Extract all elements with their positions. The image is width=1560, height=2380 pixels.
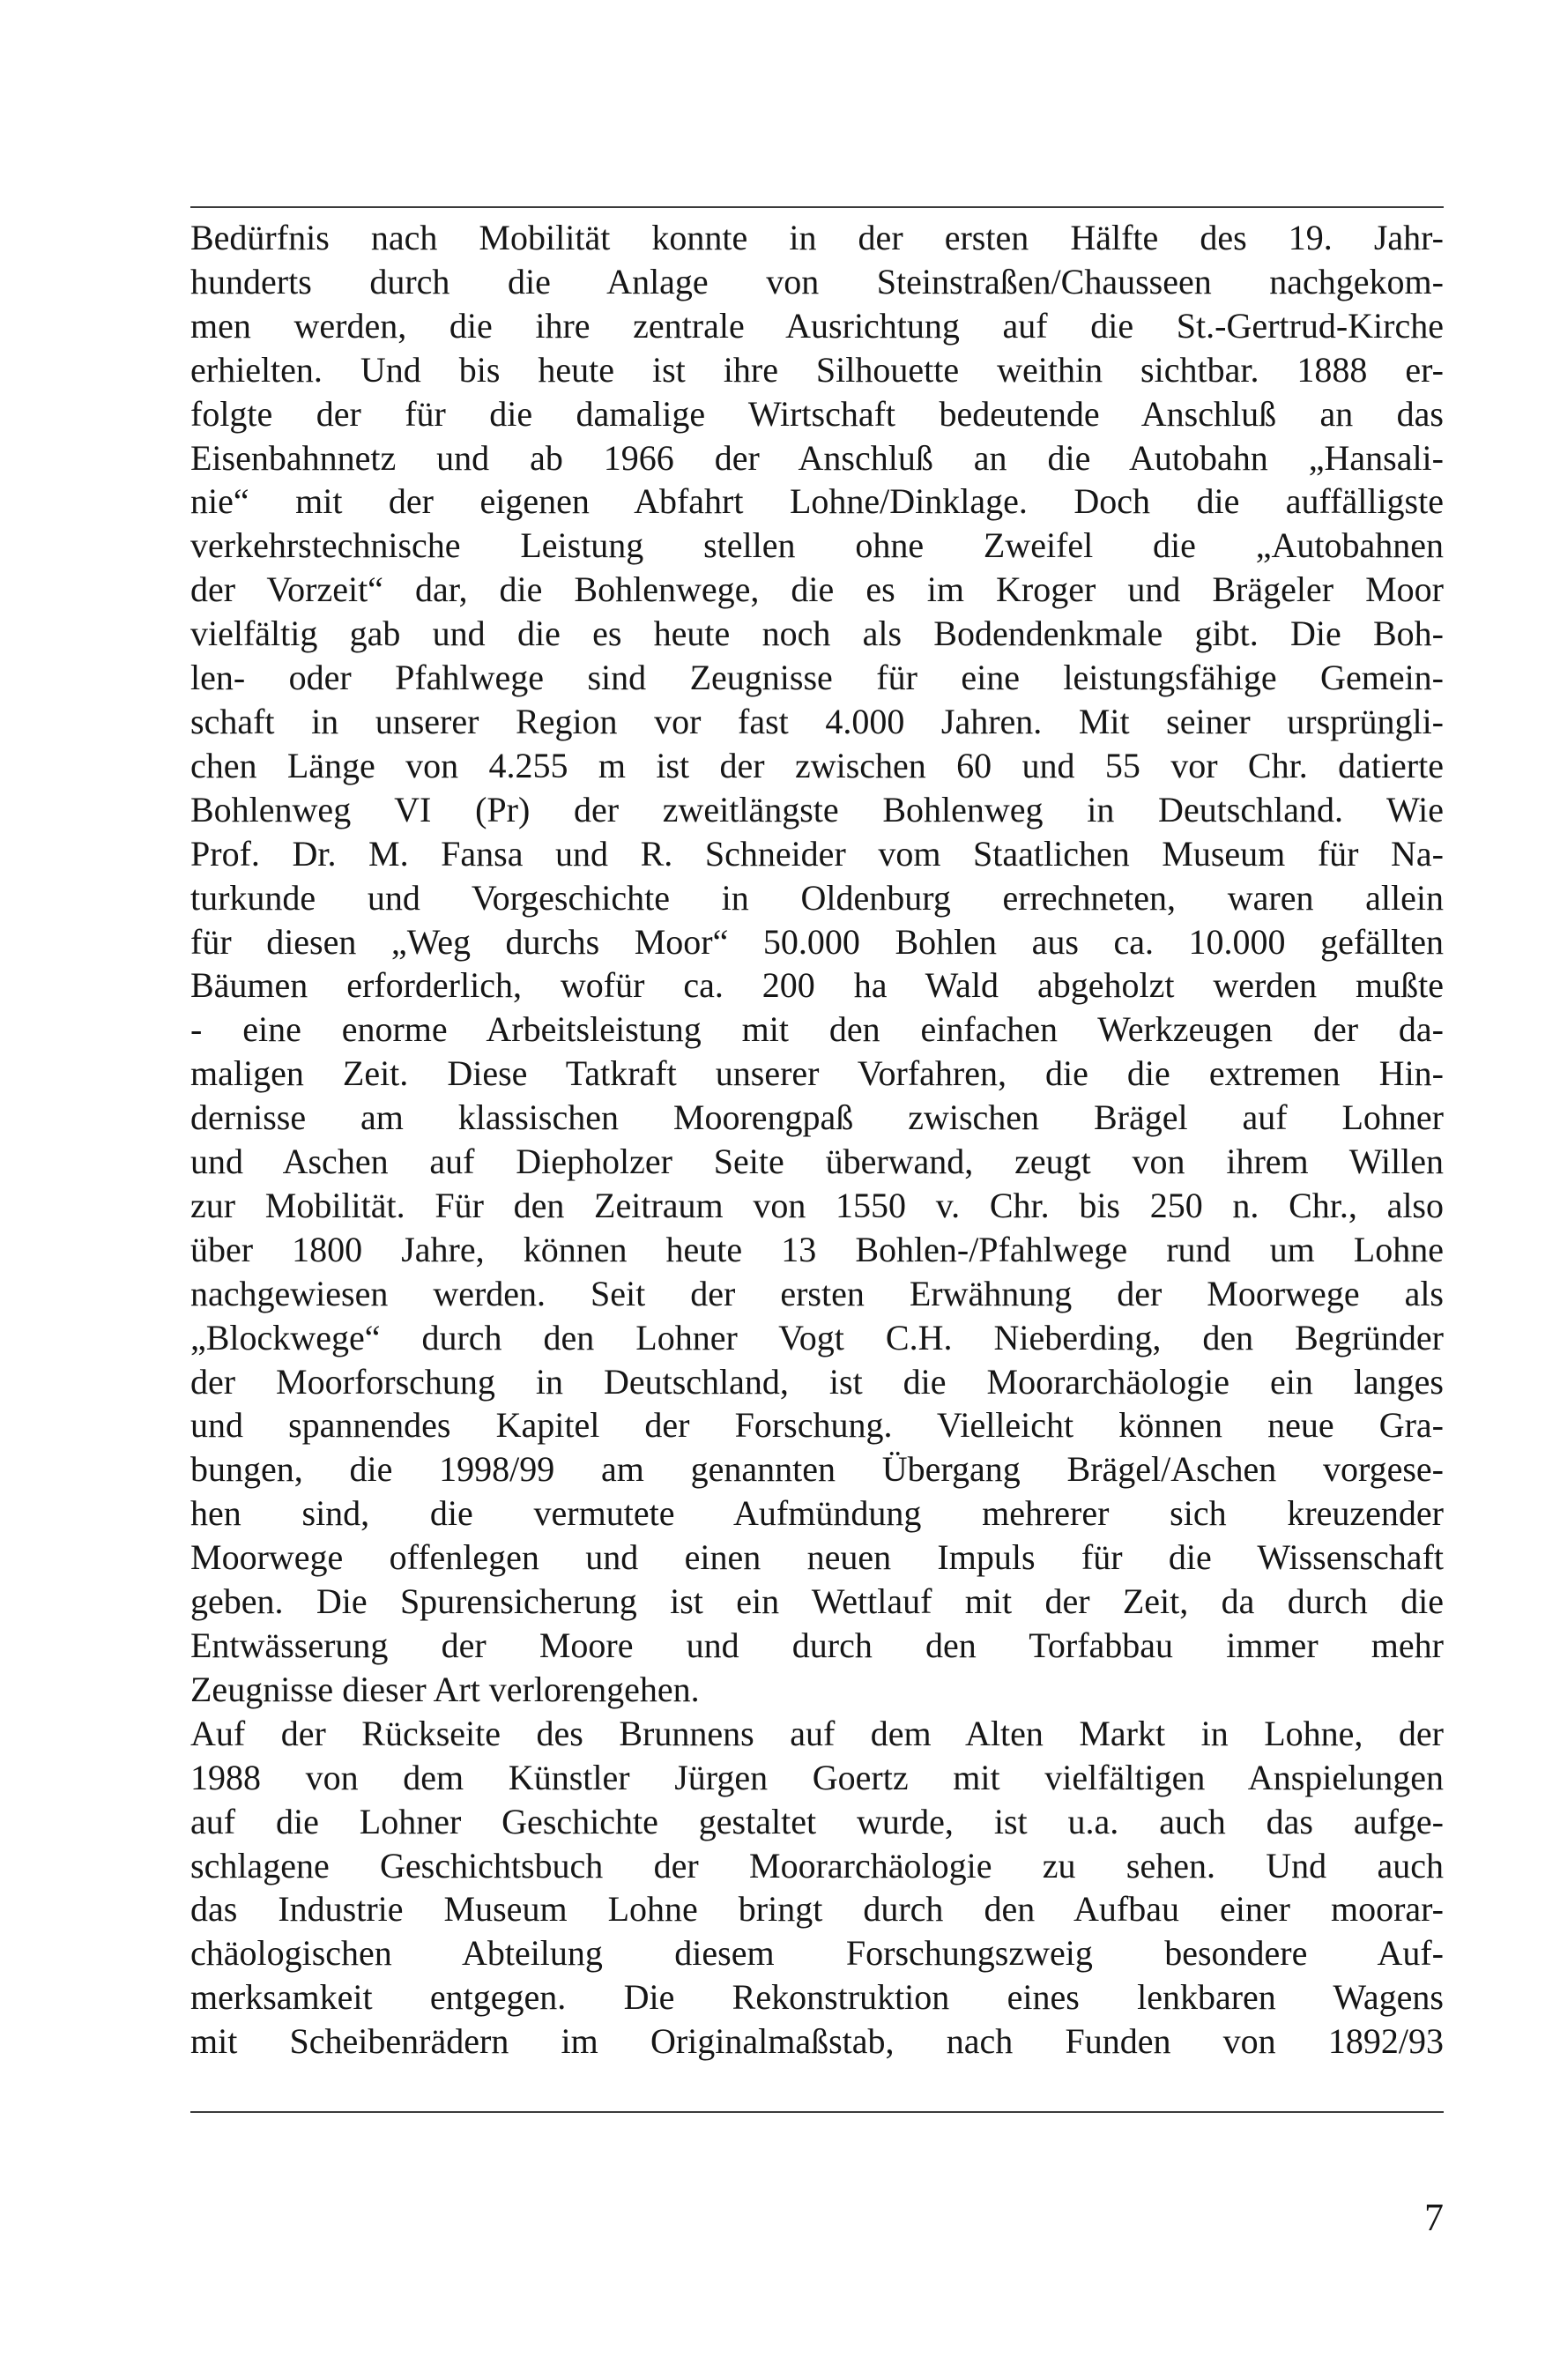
text-line: 1988 von dem Künstler Jürgen Goertz mit vielfältigen Anspielungen: [190, 1757, 1444, 1797]
text-line: merksamkeit entgegen. Die Rekonstruktion eines lenkbaren Wagens: [190, 1977, 1444, 2018]
text-line: dernisse am klassischen Moorengpaß zwischen Brägel auf Lohner: [190, 1097, 1444, 1138]
text-line: nie“ mit der eigenen Abfahrt Lohne/Dinklage. Doch die auffälligste: [190, 481, 1444, 522]
text-line: verkehrstechnische Leistung stellen ohne Zweifel die „Autobahnen: [190, 525, 1444, 566]
text-line: über 1800 Jahre, können heute 13 Bohlen-/Pfahlwege rund um Lohne: [190, 1229, 1444, 1269]
text-line: „Blockwege“ durch den Lohner Vogt C.H. Nieberding, den Begründer: [190, 1317, 1444, 1357]
text-line: das Industrie Museum Lohne bringt durch den Aufbau einer moorar-: [190, 1889, 1444, 1930]
text-line: zur Mobilität. Für den Zeitraum von 1550 v. Chr. bis 250 n. Chr., also: [190, 1185, 1444, 1225]
text-line: hen sind, die vermutete Aufmündung mehrerer sich kreuzender: [190, 1493, 1444, 1534]
text-line: Auf der Rückseite des Brunnens auf dem Alten Markt in Lohne, der: [190, 1713, 1444, 1753]
text-line: mit Scheibenrädern im Originalmaßstab, nach Funden von 1892/93: [190, 2021, 1444, 2062]
text-line: men werden, die ihre zentrale Ausrichtung auf die St.-Gertrud-Kirche: [190, 305, 1444, 346]
page-number: 7: [1424, 2196, 1444, 2239]
text-line: len- oder Pfahlwege sind Zeugnisse für eine leistungsfähige Gemein-: [190, 658, 1444, 698]
text-line: geben. Die Spurensicherung ist ein Wettlauf mit der Zeit, da durch die: [190, 1581, 1444, 1622]
text-line: Entwässerung der Moore und durch den Torfabbau immer mehr: [190, 1625, 1444, 1665]
text-line: turkunde und Vorgeschichte in Oldenburg errechneten, waren allein: [190, 877, 1444, 918]
body-text: [190, 216, 1444, 2064]
top-rule: [190, 206, 1444, 208]
text-line: Zeugnisse dieser Art verlorengehen.: [190, 1669, 700, 1709]
text-line: für diesen „Weg durchs Moor“ 50.000 Bohlen aus ca. 10.000 gefällten: [190, 921, 1444, 962]
text-line: chen Länge von 4.255 m ist der zwischen 60 und 55 vor Chr. datierte: [190, 745, 1444, 785]
text-line: Prof. Dr. M. Fansa und R. Schneider vom Staatlichen Museum für Na-: [190, 833, 1444, 874]
text-line: Moorwege offenlegen und einen neuen Impuls für die Wissenschaft: [190, 1537, 1444, 1578]
text-line: hunderts durch die Anlage von Steinstraßen/Chausseen nachgekom-: [190, 261, 1444, 301]
text-line: und spannendes Kapitel der Forschung. Vielleicht können neue Gra-: [190, 1405, 1444, 1446]
text-line: Bedürfnis nach Mobilität konnte in der ersten Hälfte des 19. Jahr-: [190, 218, 1444, 257]
text-line: schaft in unserer Region vor fast 4.000 Jahren. Mit seiner ursprüngli-: [190, 701, 1444, 741]
text-line: auf die Lohner Geschichte gestaltet wurde, ist u.a. auch das aufge-: [190, 1801, 1444, 1841]
text-line: - eine enorme Arbeitsleistung mit den einfachen Werkzeugen der da-: [190, 1009, 1444, 1050]
text-line: der Vorzeit“ dar, die Bohlenwege, die es im Kroger und Brägeler Moor: [190, 569, 1444, 610]
text-line: maligen Zeit. Diese Tatkraft unserer Vorfahren, die die extremen Hin-: [190, 1053, 1444, 1094]
bottom-rule: [190, 2111, 1444, 2113]
text-line: vielfältig gab und die es heute noch als Bodendenkmale gibt. Die Boh-: [190, 614, 1444, 654]
text-line: bungen, die 1998/99 am genannten Übergang Brägel/Aschen vorgese-: [190, 1449, 1444, 1490]
text-line: chäologischen Abteilung diesem Forschungszweig besondere Auf-: [190, 1933, 1444, 1974]
text-line: folgte der für die damalige Wirtschaft bedeutende Anschluß an das: [190, 393, 1444, 434]
text-line: der Moorforschung in Deutschland, ist die Moorarchäologie ein langes: [190, 1361, 1444, 1402]
text-line: Bohlenweg VI (Pr) der zweitlängste Bohlenweg in Deutschland. Wie: [190, 789, 1444, 829]
text-line: Eisenbahnnetz und ab 1966 der Anschluß an die Autobahn „Hansali-: [190, 437, 1444, 478]
text-line: Bäumen erforderlich, wofür ca. 200 ha Wald abgeholzt werden mußte: [190, 965, 1444, 1006]
text-line: schlagene Geschichtsbuch der Moorarchäologie zu sehen. Und auch: [190, 1845, 1444, 1885]
text-line: nachgewiesen werden. Seit der ersten Erwähnung der Moorwege als: [190, 1273, 1444, 1313]
text-line: und Aschen auf Diepholzer Seite überwand, zeugt von ihrem Willen: [190, 1142, 1444, 1182]
text-line: erhielten. Und bis heute ist ihre Silhouette weithin sichtbar. 1888 er-: [190, 349, 1444, 390]
